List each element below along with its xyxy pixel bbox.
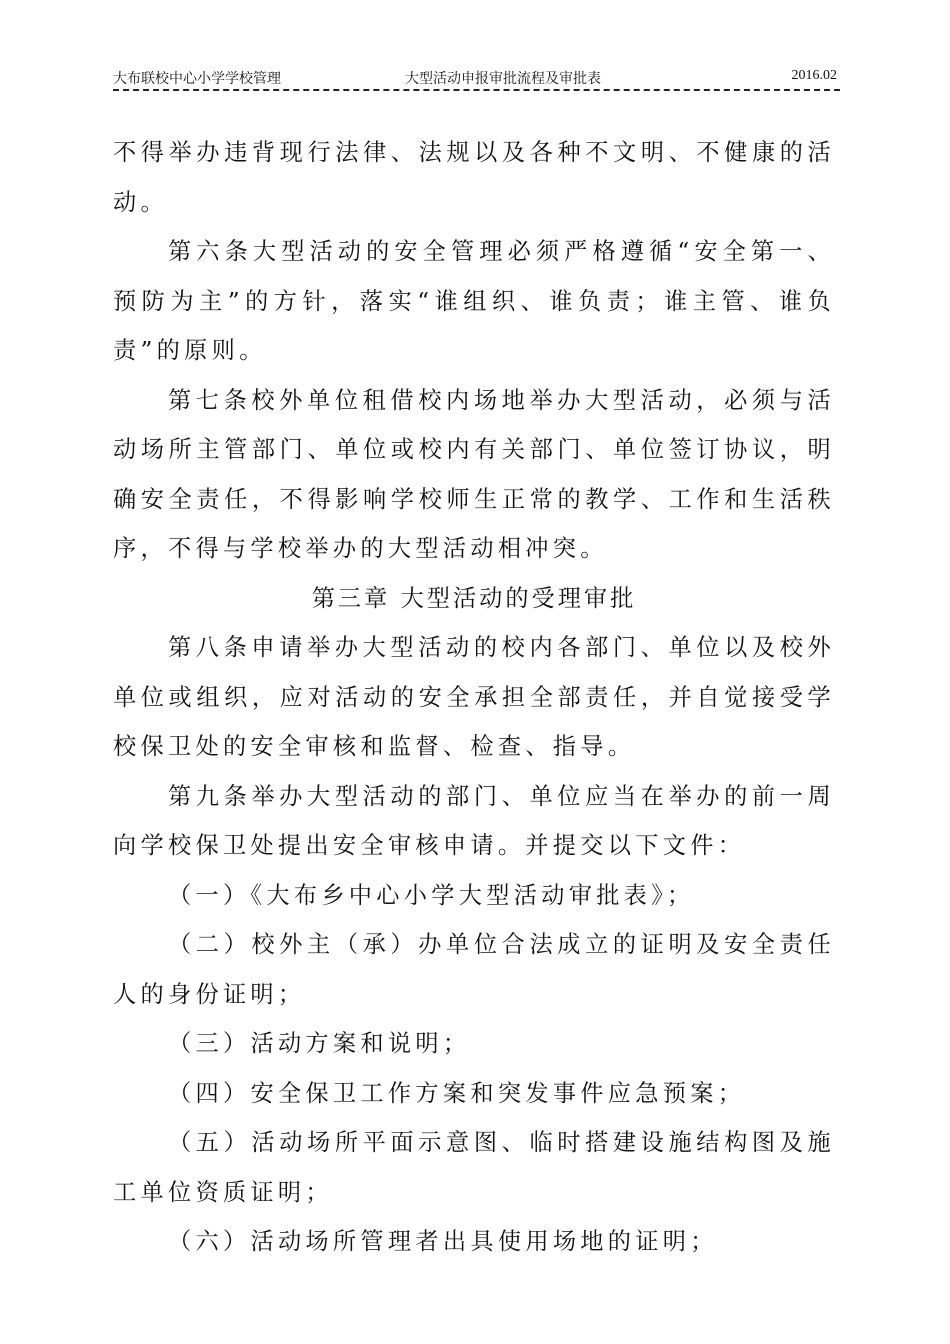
document-body [113, 128, 835, 1267]
header-divider [113, 89, 840, 91]
article-6: 第六条大型活动的安全管理必须严格遵循“安全第一、预防为主”的方针，落实“谁组织、谁负责；谁主管、谁负责”的原则。 [113, 238, 835, 364]
article-8: 第八条申请举办大型活动的校内各部门、单位以及校外单位或组织，应对活动的安全承担全部责任，并自觉接受学校保卫处的安全审核和监督、检查、指导。 [113, 634, 835, 760]
list-item-2: （二）校外主（承）办单位合法成立的证明及安全责任人的身份证明； [113, 931, 835, 1008]
header-center-text: 大型活动申报审批流程及审批表 [405, 72, 601, 87]
article-9: 第九条举办大型活动的部门、单位应当在举办的前一周向学校保卫处提出安全审核申请。并提交以下文件： [113, 782, 835, 859]
list-item-6: （六）活动场所管理者出具使用场地的证明； [168, 1228, 718, 1255]
paragraph-continuation: 不得举办违背现行法律、法规以及各种不文明、不健康的活动。 [113, 139, 835, 216]
header-date: 2016.02 [791, 68, 837, 83]
chapter-3-heading: 第三章 大型活动的受理审批 [311, 584, 637, 612]
list-item-5: （五）活动场所平面示意图、临时搭建设施结构图及施工单位资质证明； [113, 1129, 835, 1206]
header-left-text: 大布联校中心小学学校管理 [113, 72, 281, 87]
list-item-3: （三）活动方案和说明； [168, 1030, 471, 1057]
article-7: 第七条校外单位租借校内场地举办大型活动，必须与活动场所主管部门、单位或校内有关部门、单位签订协议，明确安全责任，不得影响学校师生正常的教学、工作和生活秩序，不得与学校举办的大型活动相冲突。 [113, 386, 835, 562]
list-item-1: （一）《大布乡中心小学大型活动审批表》； [168, 881, 695, 909]
list-item-4: （四）安全保卫工作方案和突发事件应急预案； [168, 1079, 746, 1107]
page-header [113, 68, 837, 90]
